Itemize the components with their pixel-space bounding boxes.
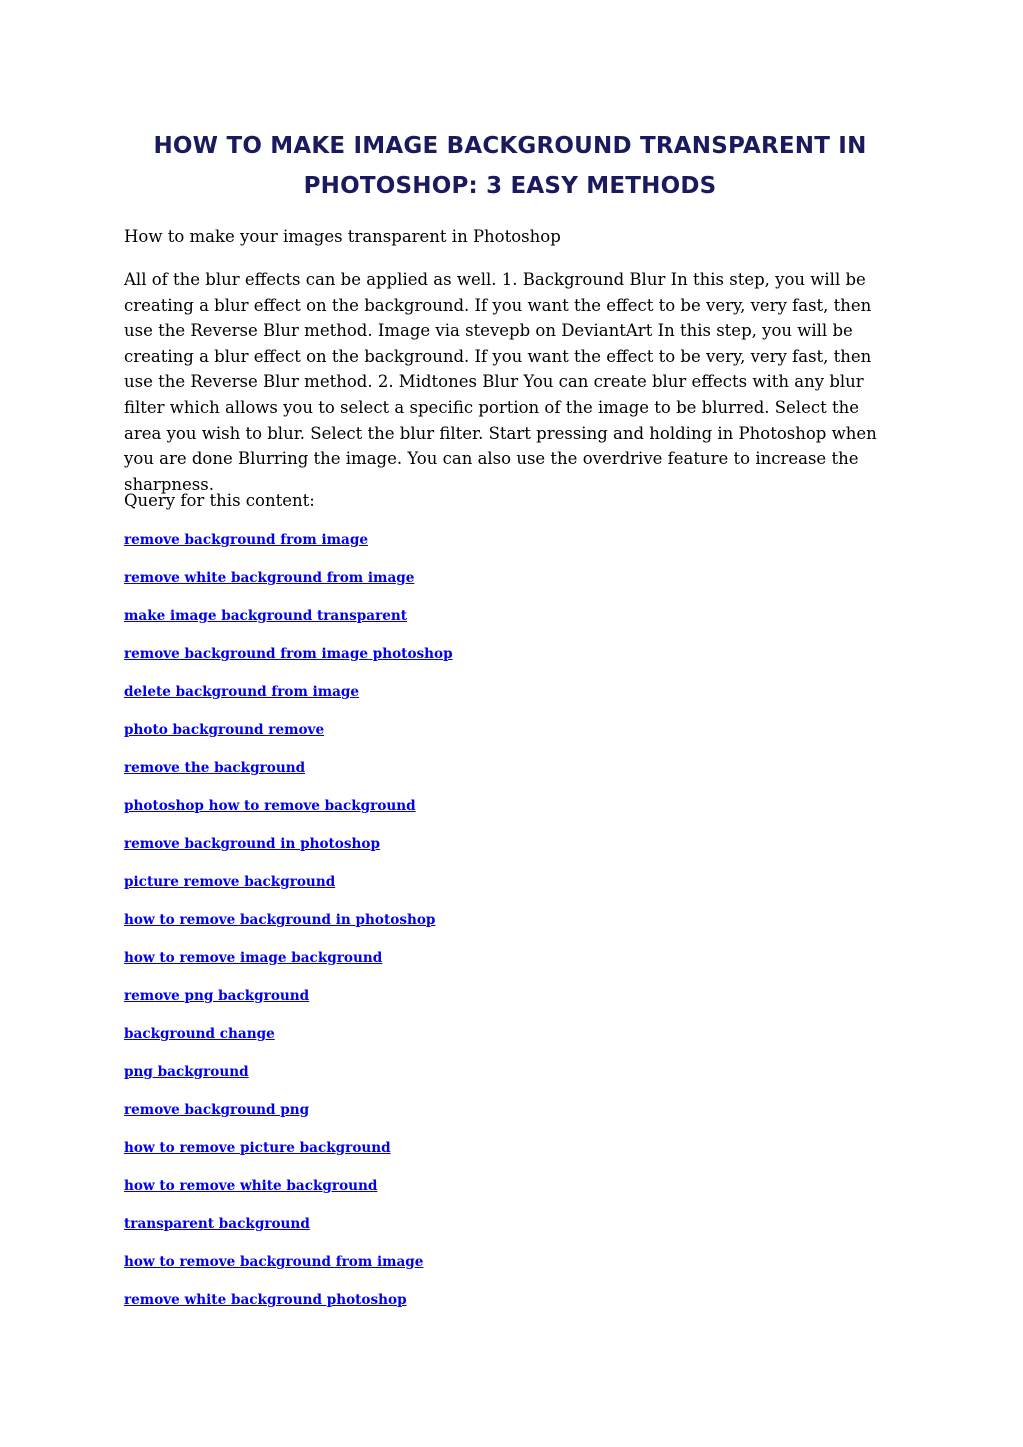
query-link[interactable]: make image background transparent — [124, 608, 408, 624]
list-item — [124, 870, 453, 908]
list-item — [124, 1098, 453, 1136]
query-link[interactable]: remove background from image — [124, 532, 368, 548]
query-link[interactable]: remove png background — [124, 988, 310, 1004]
query-link[interactable]: remove white background from image — [124, 570, 415, 586]
query-link[interactable]: png background — [124, 1064, 249, 1080]
intro-line: How to make your images transparent in Photoshop — [124, 227, 561, 246]
list-item — [124, 604, 453, 642]
query-link[interactable]: background change — [124, 1026, 275, 1042]
query-link[interactable]: remove background from image photoshop — [124, 646, 453, 662]
query-label: Query for this content: — [124, 491, 315, 510]
list-item — [124, 832, 453, 870]
list-item — [124, 1288, 453, 1326]
list-item — [124, 718, 453, 756]
list-item — [124, 1250, 453, 1288]
query-link[interactable]: how to remove white background — [124, 1178, 378, 1194]
query-link[interactable]: remove background in photoshop — [124, 836, 380, 852]
query-link[interactable]: picture remove background — [124, 874, 336, 890]
list-item — [124, 984, 453, 1022]
list-item — [124, 946, 453, 984]
query-link[interactable]: remove white background photoshop — [124, 1292, 407, 1308]
list-item — [124, 1022, 453, 1060]
list-item — [124, 566, 453, 604]
query-link[interactable]: how to remove background from image — [124, 1254, 424, 1270]
page-title: HOW TO MAKE IMAGE BACKGROUND TRANSPARENT IN PHOTOSHOP: 3 EASY METHODS — [153, 133, 867, 199]
query-link[interactable]: how to remove background in photoshop — [124, 912, 436, 928]
list-item — [124, 1174, 453, 1212]
list-item — [124, 1136, 453, 1174]
list-item — [124, 1212, 453, 1250]
list-item — [124, 642, 453, 680]
query-link-list — [124, 528, 453, 1326]
list-item — [124, 680, 453, 718]
query-link[interactable]: transparent background — [124, 1216, 310, 1232]
query-link[interactable]: remove the background — [124, 760, 306, 776]
query-link[interactable]: photoshop how to remove background — [124, 798, 416, 814]
query-link[interactable]: delete background from image — [124, 684, 360, 700]
list-item — [124, 756, 453, 794]
list-item — [124, 908, 453, 946]
body-paragraph: All of the blur effects can be applied as well. 1. Background Blur In this step, you will be creating a blur effect on the background. If you want the effect to be very, very fast, then use the Reverse Blur method. Image via stevepb on DeviantArt In this step, you will be creating a blur effect on the background. If you want the effect to be very, very fast, then use the Reverse Blur method. 2. Midtones Blur You can create blur effects with any blur filter which allows you to select a specific portion of the image to be blurred. Select the area you wish to blur. Select the blur filter. Start pressing and holding in Photoshop when you are done Blurring the image. You can also use the overdrive feature to increase the sharpness. — [124, 270, 877, 494]
query-link[interactable]: photo background remove — [124, 722, 325, 738]
query-link[interactable]: how to remove image background — [124, 950, 383, 966]
query-link[interactable]: remove background png — [124, 1102, 310, 1118]
list-item — [124, 528, 453, 566]
list-item — [124, 1060, 453, 1098]
query-link[interactable]: how to remove picture background — [124, 1140, 391, 1156]
list-item — [124, 794, 453, 832]
